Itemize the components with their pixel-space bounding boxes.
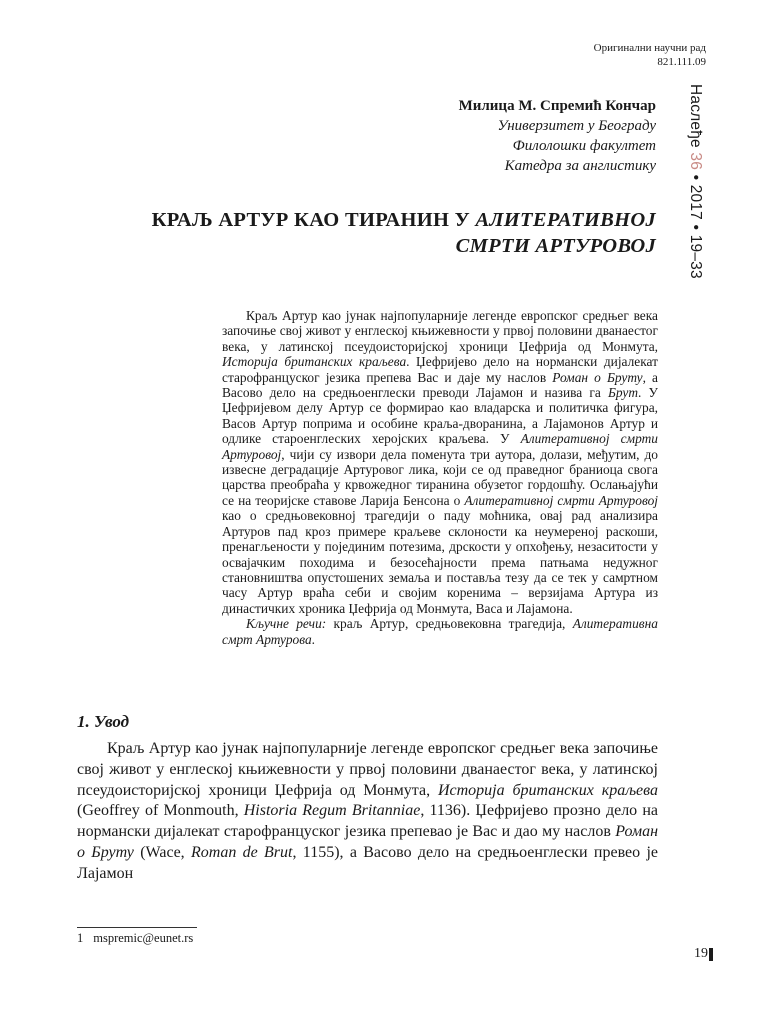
abstract: [222, 308, 658, 647]
keywords-label: Кључне речи:: [246, 616, 327, 632]
journal-bullet: •: [687, 224, 704, 231]
section-heading: 1. Увод: [77, 712, 130, 731]
author-faculty: Филолошки факултет: [512, 138, 656, 154]
page-number-bar: [709, 948, 713, 961]
abstract-italic: Роман о Бруту: [552, 369, 643, 385]
udc-code: 821.111.09: [657, 56, 706, 68]
title-italic-line2: СМРТИ АРТУРОВОЈ: [455, 235, 656, 257]
keywords: [222, 616, 658, 647]
journal-side-tab: [684, 84, 706, 310]
abstract-italic: Алитеративној смрти Артуровој: [464, 492, 658, 508]
footnote-email: mspremic@eunet.rs: [93, 931, 194, 945]
body-segment: Краљ Артур као јунак најпопуларније легенде европског средњег века започиње свој живот у енглеској књижевности у првој половини дванаестог века, у латинској псеудоисторијској хроници Џефрија од Монмута,: [77, 740, 658, 799]
abstract-text: као о средњовековној трагедији о паду моћника, овај рад анализира Артуров пад кроз примере краљеве склоности ка неумереној раскоши, пренагљености у појединим потезима, дрскости у опхођењу, незаситости у освајачким походима и безосећајности према патњама недужног становништва опустошених земаља и поставља тезу да се тек у самртном часу Артур враћа себи и својим коренима – верзијама Артура из династичких хроника Џефрија од Монмута, Васа и Лајамона.: [222, 508, 658, 616]
body-italic: Роман о Бруту: [77, 823, 659, 861]
author-block: [459, 96, 656, 176]
author-name: Милица М. Спремић Кончар: [458, 98, 656, 114]
journal-year: 2017: [687, 184, 704, 221]
page-number: 19: [694, 946, 708, 961]
keywords-text: краљ Артур, средњовековна трагедија,: [333, 616, 566, 632]
title-italic-line1: АЛИТЕРАТИВНОЈ: [475, 209, 656, 231]
author-university: Универзитет у Београду: [497, 118, 656, 134]
article-title: [56, 207, 656, 259]
body-segment: (Geoffrey of Monmouth,: [77, 802, 239, 820]
abstract-text: . Џефријево дело на нормански дијалекат старофранцуског језика препева Вас и даје му наслов: [222, 354, 658, 385]
abstract-text: Краљ Артур као јунак најпопуларније легенде европског средњег века започиње свој живот у енглеској књижевности у првој половини дванаестог века, у латинској псеудоисторијској хроници Џефрија од Монмута,: [222, 308, 658, 354]
title-plain: КРАЉ АРТУР КАО ТИРАНИН У: [151, 209, 471, 231]
article-type: Оригинални научни рад: [593, 42, 706, 54]
journal-volume: 36: [687, 152, 704, 171]
journal-citation: [684, 84, 706, 310]
body-segment: , 1136). Џефријево прозно дело на нормански дијалекат старофранцуског језика препевао је Вас и дао му наслов: [77, 802, 659, 841]
article-header: [594, 41, 706, 69]
body-segment: , 1155), а Васово дело на средњоенглески превео је Лајамон: [77, 843, 659, 882]
footnote-number: 1: [77, 931, 84, 945]
footnote: [77, 931, 193, 945]
body-italic: Roman de Brut: [190, 843, 293, 861]
author-department: Катедра за англистику: [504, 158, 656, 174]
body-text: [77, 739, 658, 885]
abstract-text: , а Васово дело на средњоенглески преводи Лајамон и назива га: [222, 369, 659, 401]
journal-pages: 19–33: [687, 234, 704, 279]
body-italic: Историја британских краљева: [437, 781, 658, 799]
keywords-end: .: [311, 631, 315, 647]
abstract-text: , чији су извори дела поменута три аутора, долази, међутим, до извесне деградације Артуровог лика, који се од праведног браниоца свога царства преобраћа у крвожедног тиранина обузетог гордошћу. Ослањајући се на теоријске ставове Ларија Бенсона о: [222, 446, 658, 508]
journal-bullet: •: [687, 174, 704, 181]
footnote-rule: [77, 927, 197, 928]
abstract-paragraph: [222, 308, 658, 616]
journal-name: Наслеђе: [687, 84, 704, 148]
body-segment: (Wace,: [140, 843, 185, 861]
abstract-italic: Брут: [607, 385, 639, 401]
abstract-italic: Историја британских краљева: [222, 354, 407, 370]
body-italic: Historia Regum Britanniae: [243, 802, 421, 820]
abstract-text: . У Џефријевом делу Артур се формирао као владарска и политичка фигура, Васов Артур поприма и особине краља-дворанина, а Лајамонов Артур и одлике староенглеских херојских краљева. У: [222, 385, 659, 447]
body-paragraph: [77, 739, 658, 885]
keywords-italic: Алитеративна смрт Артурова: [222, 616, 658, 647]
abstract-italic: Алитеративној смрти Артуровој: [222, 431, 658, 462]
